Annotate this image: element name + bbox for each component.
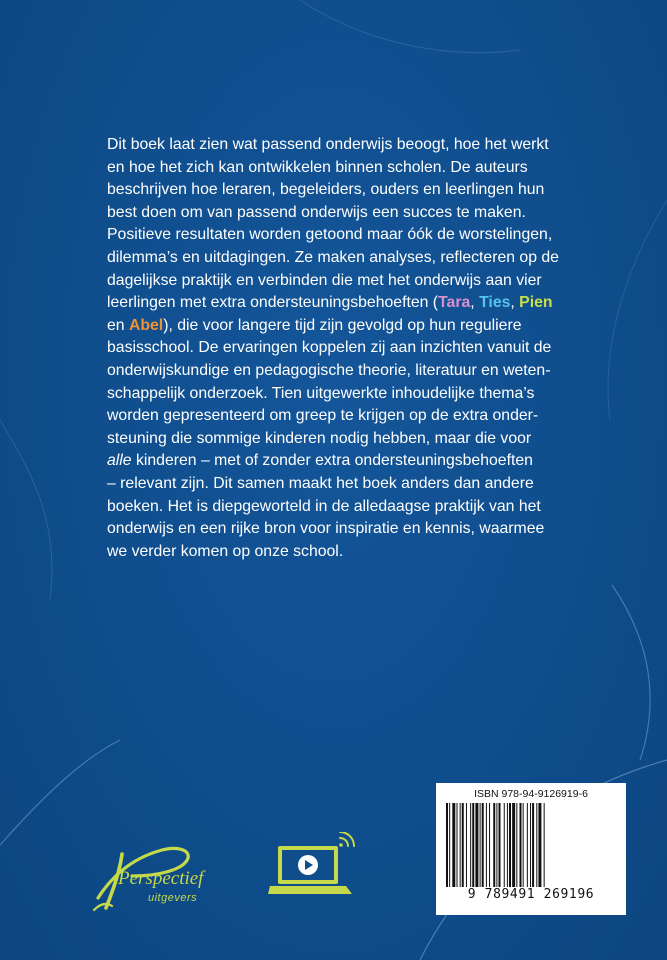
blurb-line <box>107 292 597 315</box>
blurb-line: steuning die sommige kinderen nodig hebben, maar die voor <box>107 429 532 447</box>
isbn-barcode <box>436 783 626 915</box>
laptop-play-icon <box>268 832 360 907</box>
blurb-line: en hoe het zich kan ontwikkelen binnen scholen. De auteurs <box>107 158 528 176</box>
blurb-line <box>107 450 597 473</box>
name-abel: Abel <box>128 316 164 334</box>
blurb-text: kinderen – met of zonder extra ondersteuningsbehoeften <box>131 452 533 470</box>
name-ties: Ties <box>479 294 511 312</box>
blurb-text: leerlingen met extra ondersteuningsbehoeften ( <box>107 294 439 312</box>
name-pien: Pien <box>519 294 553 312</box>
blurb-line: Dit boek laat zien wat passend onderwijs beoogt, hoe het werkt <box>107 136 549 153</box>
isbn-label: ISBN 978-94-9126919-6 <box>474 788 588 800</box>
publisher-logo <box>92 836 242 916</box>
barcode-bars <box>444 803 618 887</box>
blurb-line: onderwijs en een rijke bron voor inspiratie en kennis, waarmee <box>107 520 545 538</box>
blurb-text: ), die voor langere tijd zijn gevolgd op hun reguliere <box>163 316 522 334</box>
blurb-line: – relevant zijn. Dit samen maakt het boek anders dan andere <box>107 474 534 492</box>
blurb-separator: , <box>510 294 520 312</box>
blurb-line: dilemma’s en uitdagingen. Ze maken analyses, reflecteren op de <box>107 248 559 266</box>
blurb-line: best doen om van passend onderwijs een succes te maken. <box>107 203 526 221</box>
blurb-separator: , <box>470 294 480 312</box>
blurb-line: boeken. Het is diepgeworteld in de alledaagse praktijk van het <box>107 497 541 515</box>
blurb-line: we verder komen op onze school. <box>107 542 344 560</box>
publisher-name: Perspectief <box>118 868 204 889</box>
blurb-line: schappelijk onderzoek. Tien uitgewerkte inhoudelijke thema’s <box>107 384 535 402</box>
blurb-emphasis: alle <box>107 452 132 470</box>
back-cover-blurb <box>107 134 597 563</box>
blurb-text: en <box>107 316 129 334</box>
isbn-digits: 9 789491 269196 <box>467 887 595 902</box>
blurb-line: Positieve resultaten worden getoond maar óók de worstelingen, <box>107 226 553 244</box>
blurb-line: dagelijkse praktijk en verbinden die met het onderwijs aan vier <box>107 271 542 289</box>
blurb-line: basisschool. De ervaringen koppelen zij aan inzichten vanuit de <box>107 339 552 357</box>
blurb-line <box>107 315 597 338</box>
name-tara: Tara <box>438 294 471 312</box>
blurb-line: beschrijven hoe leraren, begeleiders, ouders en leerlingen hun <box>107 181 545 199</box>
blurb-line: worden gepresenteerd om greep te krijgen op de extra onder- <box>107 407 539 425</box>
publisher-subtitle: uitgevers <box>148 892 198 904</box>
blurb-line: onderwijskundige en pedagogische theorie, literatuur en weten- <box>107 361 551 379</box>
